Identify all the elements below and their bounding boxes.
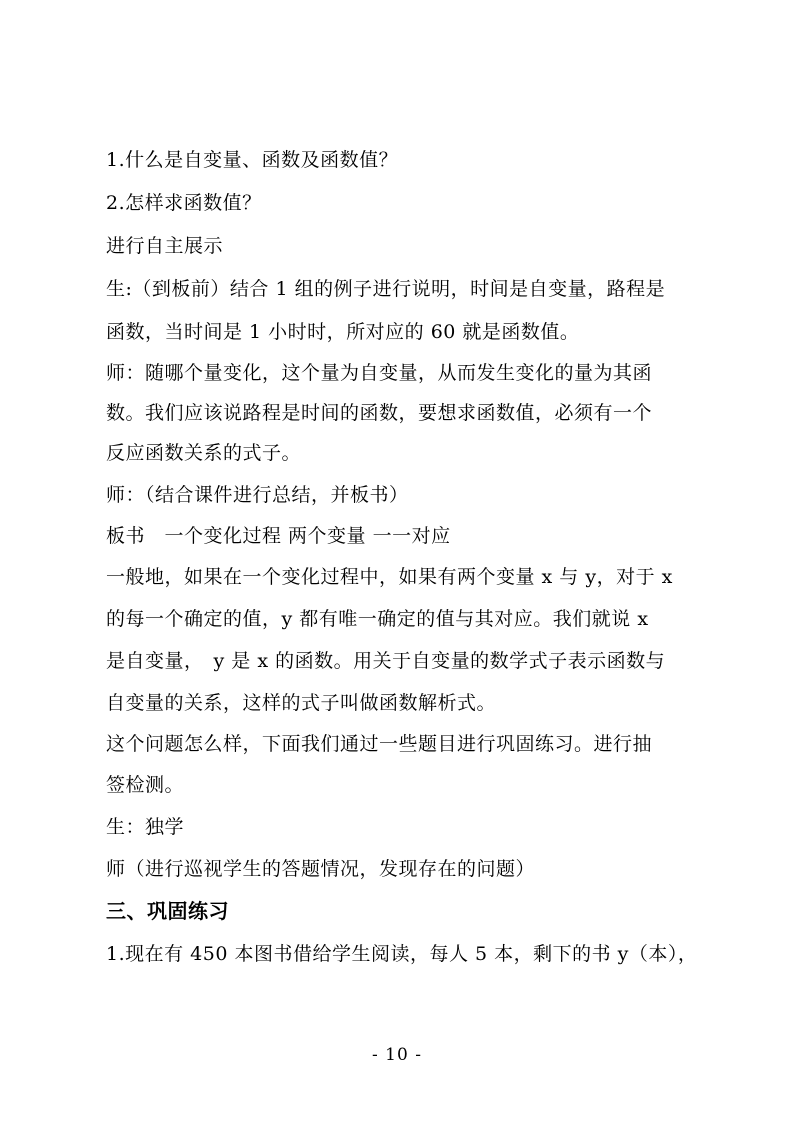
- text-line: 反应函数关系的式子。: [106, 442, 302, 464]
- text-line: 是自变量， y 是 x 的函数。用关于自变量的数学式子表示函数与: [106, 650, 666, 672]
- text-line: 师（进行巡视学生的答题情况，发现存在的问题）: [106, 858, 536, 880]
- text-line: 进行自主展示: [106, 235, 224, 257]
- text-line: 1.什么是自变量、函数及函数值？: [106, 149, 399, 171]
- text-line: 的每一个确定的值，y 都有唯一确定的值与其对应。我们就说 x: [106, 608, 649, 630]
- text-line: 这个问题怎么样，下面我们通过一些题目进行巩固练习。进行抽: [106, 733, 653, 755]
- section-heading: 三、巩固练习: [106, 899, 229, 923]
- text-line: 自变量的关系，这样的式子叫做函数解析式。: [106, 692, 497, 714]
- text-line: 生：独学: [106, 816, 185, 838]
- text-line: 师：（结合课件进行总结，并板书）: [106, 484, 409, 506]
- text-line: 签检测。: [106, 774, 185, 796]
- exercise-line: 1.现在有 450 本图书借给学生阅读，每人 5 本，剩下的书 y（本），: [106, 943, 698, 965]
- text-line: 师：随哪个量变化，这个量为自变量，从而发生变化的量为其函: [106, 362, 653, 384]
- text-line: 一般地，如果在一个变化过程中，如果有两个变量 x 与 y，对于 x: [106, 566, 673, 588]
- page-number: - 10 -: [372, 1045, 422, 1065]
- text-line: 数。我们应该说路程是时间的函数，要想求函数值，必须有一个: [106, 402, 653, 424]
- text-line: 函数，当时间是 1 小时时，所对应的 60 就是函数值。: [106, 321, 580, 343]
- text-line: 板书 一个变化过程 两个变量 一一对应: [106, 525, 451, 547]
- text-line: 2.怎样求函数值？: [106, 192, 262, 214]
- text-line: 生:（到板前）结合 1 组的例子进行说明，时间是自变量，路程是: [106, 278, 666, 300]
